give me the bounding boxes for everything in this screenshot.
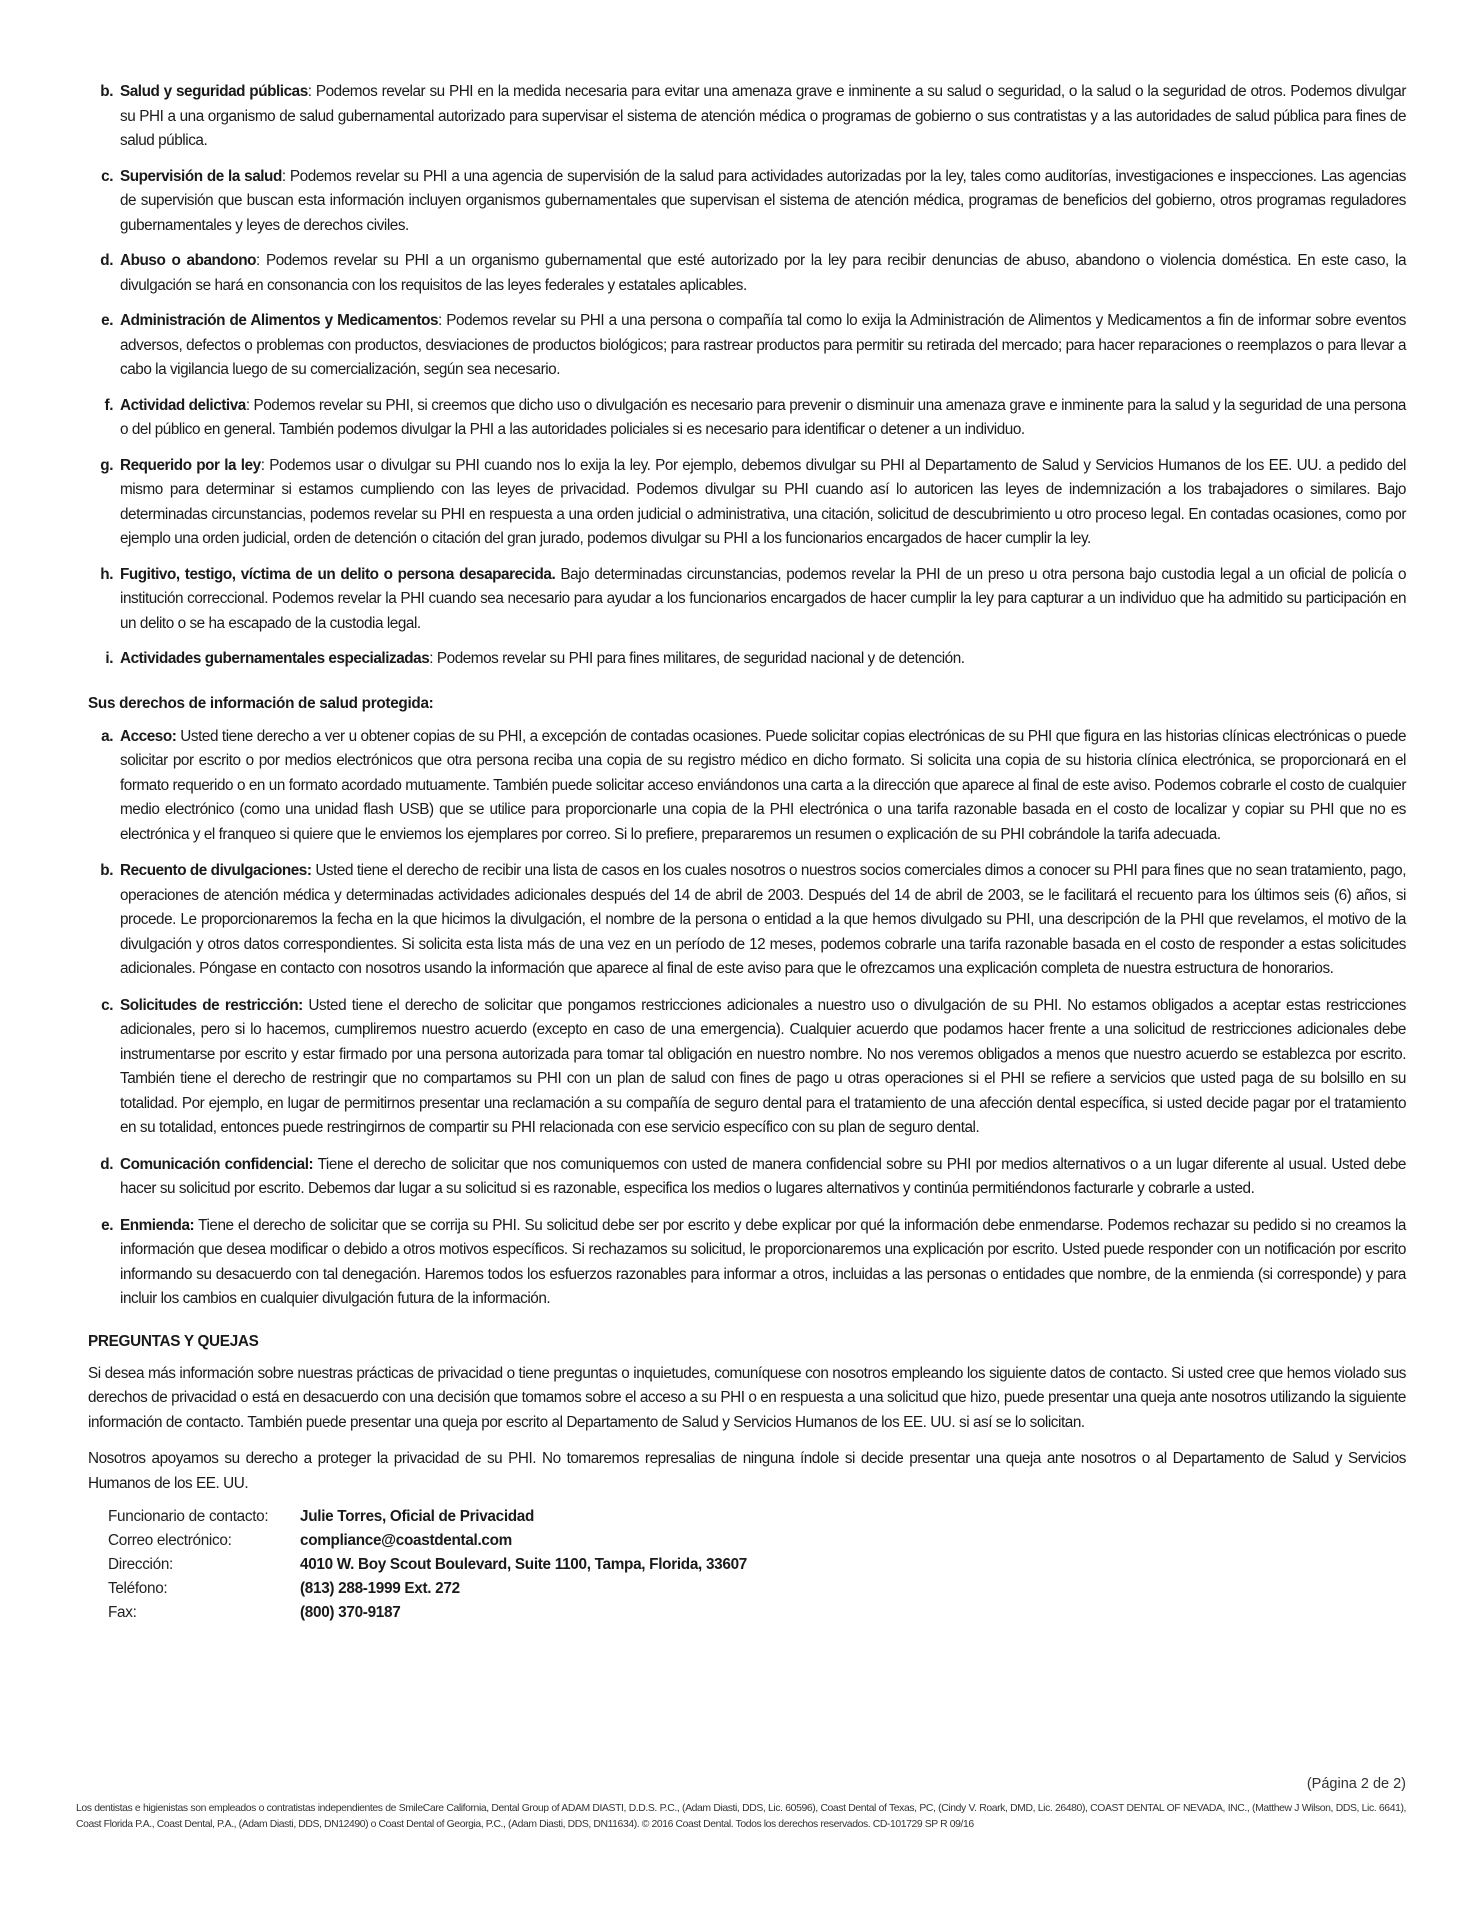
list-item xyxy=(88,1214,1406,1312)
contact-row xyxy=(108,1508,747,1532)
item-body xyxy=(120,859,1406,982)
item-marker: d. xyxy=(100,1155,113,1173)
item-marker: e. xyxy=(101,312,113,329)
item-text: Tiene el derecho de solicitar que se corrija su PHI. Su solicitud debe ser por escrito y debe explicar por qué la información debe enmendarse. Podemos rechazar su pedido si no creamos la información que desea modificar o debido a otros motivos específicos. Si rechazamos su solicitud, le proporcionaremos una explicación por escrito. Usted puede responder con un notificación por escrito informando su desacuerdo con tal denegación. Haremos todos los esfuerzos razonables para informar a otros, incluidas a las personas o entidades que nombre, de la enmienda (si corresponde) y para incluir los cambios en cualquier divulgación futura de la información. xyxy=(120,1216,1406,1307)
item-marker: e. xyxy=(101,1216,113,1234)
item-marker: g. xyxy=(100,456,113,474)
item-body xyxy=(120,1153,1406,1202)
legal-footer: Los dentistas e higienistas son empleados o contratistas independientes de SmileCare California, Dental Group of ADAM DIASTI, D.D.S. P.C., (Adam Diasti, DDS, Lic. 60596), Coast Dental of Texas, PC, (Cindy V. Roark, DMD, Lic. 26480), COAST DENTAL OF NEVADA, INC., (Matthew J Wilson, DDS, Lic. 6641), Coast Florida P.A., Coast Dental, P.A., (Adam Diasti, DDS, DN12490) o Coast Dental of Georgia, P.C., (Adam Diasti, DDS, DN11634). © 2016 Coast Dental. Todos los derechos reservados. CD-101729 SP R 09/16 xyxy=(76,1803,1406,1830)
item-title: Fugitivo, testigo, víctima de un delito o persona desaparecida. xyxy=(120,565,556,583)
list-item xyxy=(88,165,1406,239)
item-body xyxy=(120,165,1406,239)
item-text: : Podemos revelar su PHI a una agencia de supervisión de la salud para actividades autorizadas por la ley, tales como auditorías, investigaciones e inspecciones. Las agencias de supervisión que buscan esta información incluyen organismos gubernamentales que supervisan el sistema de atención médica, programas de beneficios del gobierno, otros programas reguladores gubernamentales y leyes de derechos civiles. xyxy=(120,167,1407,234)
list-item xyxy=(88,859,1406,982)
item-body xyxy=(120,309,1406,383)
uses-disclosures-list xyxy=(88,80,1406,672)
list-item xyxy=(88,1153,1406,1202)
contact-label: Funcionario de contacto: xyxy=(108,1508,269,1525)
list-item xyxy=(88,994,1406,1141)
item-text: : Podemos revelar su PHI a una persona o compañía tal como lo exija la Administración de Alimentos y Medicamentos a fin de informar sobre eventos adversos, defectos o problemas con productos, desviaciones de productos biológicos; para rastrear productos para permitir su retirada del mercado; para hacer reparaciones o reemplazos o para llevar a cabo la vigilancia luego de su comercialización, según sea necesario. xyxy=(120,312,1406,378)
item-marker: c. xyxy=(101,167,113,185)
item-title: Abuso o abandono xyxy=(120,252,256,269)
item-body xyxy=(120,394,1406,443)
contact-address: 4010 W. Boy Scout Boulevard, Suite 1100, Tampa, Florida, 33607 xyxy=(300,1556,747,1573)
item-body xyxy=(120,647,1406,672)
item-title: Salud y seguridad públicas xyxy=(120,83,308,100)
questions-heading: PREGUNTAS Y QUEJAS xyxy=(88,1332,259,1350)
item-title: Acceso: xyxy=(120,727,177,745)
item-title: Recuento de divulgaciones: xyxy=(120,862,312,879)
item-title: Supervisión de la salud xyxy=(120,167,282,185)
item-body xyxy=(120,1214,1406,1312)
list-item xyxy=(88,309,1406,383)
contact-label: Correo electrónico: xyxy=(108,1532,232,1549)
rights-list xyxy=(88,725,1406,1312)
contact-row xyxy=(108,1604,747,1628)
item-body xyxy=(120,994,1406,1141)
item-body xyxy=(120,80,1406,154)
contact-label: Dirección: xyxy=(108,1556,174,1573)
item-text: : Podemos revelar su PHI, si creemos que dicho uso o divulgación es necesario para prevenir o disminuir una amenaza grave e inminente para la salud y la seguridad de una persona o del público en general. También podemos divulgar la PHI a las autoridades policiales si es necesario para identificar o detener a un individuo. xyxy=(120,396,1406,438)
list-item xyxy=(88,249,1406,298)
item-body xyxy=(120,725,1406,848)
item-text: : Podemos usar o divulgar su PHI cuando nos lo exija la ley. Por ejemplo, debemos divulgar su PHI al Departamento de Salud y Servicios Humanos de los EE. UU. a pedido del mismo para determinar si estamos cumpliendo con las leyes de privacidad. Podemos divulgar su PHI cuando así lo autoricen las leyes de indemnización a los trabajadores o similares. Bajo determinadas circunstancias, podemos revelar su PHI en respuesta a una orden judicial o administrativa, una citación, solicitud de descubrimiento u otro proceso legal. En contadas ocasiones, como por ejemplo una orden judicial, orden de detención o citación del gran jurado, podemos divulgar su PHI a los funcionarios encargados de hacer cumplir la ley. xyxy=(120,456,1406,547)
item-marker: b. xyxy=(100,83,113,100)
contact-email: compliance@coastdental.com xyxy=(300,1532,512,1549)
item-marker: c. xyxy=(101,996,113,1014)
contact-table xyxy=(108,1508,747,1628)
item-title: Comunicación confidencial: xyxy=(120,1155,314,1173)
list-item xyxy=(88,80,1406,154)
contact-label: Fax: xyxy=(108,1604,137,1621)
contact-value: Julie Torres, Oficial de Privacidad xyxy=(300,1508,535,1525)
item-text: : Podemos revelar su PHI a un organismo gubernamental que esté autorizado por la ley para recibir denuncias de abuso, abandono o violencia doméstica. En este caso, la divulgación se hará en consonancia con los requisitos de las leyes federales y estatales aplicables. xyxy=(120,252,1406,294)
item-title: Requerido por la ley xyxy=(120,456,261,474)
list-item xyxy=(88,563,1406,637)
contact-fax: (800) 370-9187 xyxy=(300,1604,401,1621)
list-item xyxy=(88,394,1406,443)
page-number: (Página 2 de 2) xyxy=(1306,1776,1406,1792)
item-title: Administración de Alimentos y Medicamentos xyxy=(120,312,439,329)
item-marker: a. xyxy=(101,727,113,745)
item-title: Actividad delictiva xyxy=(120,396,246,414)
item-title: Enmienda: xyxy=(120,1216,195,1234)
item-body xyxy=(120,249,1406,298)
item-text: Tiene el derecho de solicitar que nos comuniquemos con usted de manera confidencial sobre su PHI por medios alternativos o a un lugar diferente al usual. Usted debe hacer su solicitud por escrito. Debemos dar lugar a su solicitud si es razonable, especifica los medios o lugares alternativos y continúa permitiéndonos facturarle y cobrarle a usted. xyxy=(120,1155,1406,1197)
contact-row xyxy=(108,1580,747,1604)
item-marker: d. xyxy=(100,252,113,269)
item-marker: f. xyxy=(104,396,113,414)
list-item xyxy=(88,725,1406,848)
item-text: Bajo determinadas circunstancias, podemos revelar la PHI de un preso u otra persona bajo custodia legal a un oficial de policía o institución correccional. Podemos revelar la PHI cuando sea necesario para ayudar a los funcionarios encargados de hacer cumplir la ley para capturar a un individuo que ha admitido su participación en un delito o se ha escapado de la custodia legal. xyxy=(120,565,1406,632)
document-page xyxy=(88,80,1406,1628)
item-title: Actividades gubernamentales especializadas xyxy=(120,650,430,667)
contact-label: Teléfono: xyxy=(108,1580,168,1597)
item-marker: h. xyxy=(100,565,113,583)
item-marker: i. xyxy=(105,650,113,667)
section-heading: Sus derechos de información de salud protegida: xyxy=(88,694,434,712)
item-text: Usted tiene el derecho de solicitar que pongamos restricciones adicionales a nuestro uso o divulgación de su PHI. No estamos obligados a aceptar estas restricciones adicionales, pero si lo hacemos, cumpliremos nuestro acuerdo (excepto en caso de una emergencia). Cualquier acuerdo que podamos hacer frente a una solicitud de restricciones adicionales debe instrumentarse por escrito y estar firmado por una persona autorizada para tomar tal obligación en nuestro nombre. No nos veremos obligados a menos que nuestro acuerdo se establezca por escrito. También tiene el derecho de restringir que no compartamos su PHI con un plan de salud con fines de pago u otras operaciones si el PHI se refiere a servicios que usted paga de su bolsillo en su totalidad. Por ejemplo, en lugar de permitirnos presentar una reclamación a su compañía de seguro dental para el tratamiento de una afección dental específica, si usted decide pagar por el tratamiento en su totalidad, entonces puede restringirnos de compartir su PHI relacionada con ese servicio específico con su plan de seguro dental. xyxy=(120,996,1406,1136)
contact-row xyxy=(108,1532,747,1556)
item-text: : Podemos revelar su PHI en la medida necesaria para evitar una amenaza grave e inminente a su salud o seguridad, o la salud o la seguridad de otros. Podemos divulgar su PHI a una organismo de salud gubernamental autorizado para supervisar el sistema de atención médica o programas de gobierno o sus contratistas y a las autoridades de salud pública para fines de salud pública. xyxy=(120,83,1406,149)
item-text: Usted tiene el derecho de recibir una lista de casos en los cuales nosotros o nuestros socios comerciales dimos a conocer su PHI para fines que no sean tratamiento, pago, operaciones de atención médica y determinadas actividades adicionales después del 14 de abril de 2003. Después del 14 de abril de 2003, se le facilitará el recuento para los últimos seis (6) años, si procede. Le proporcionaremos la fecha en la que hicimos la divulgación, el nombre de la persona o entidad a la que hemos divulgado su PHI, una descripción de la PHI que revelamos, el motivo de la divulgación y otros datos correspondientes. Si solicita esta lista más de una vez en un período de 12 meses, podemos cobrarle una tarifa razonable basada en el costo de responder a estas solicitudes adicionales. Póngase en contacto con nosotros usando la información que aparece al final de este aviso para que le ofrezcamos una explicación completa de nuestra estructura de honorarios. xyxy=(120,862,1407,977)
contact-row xyxy=(108,1556,747,1580)
questions-paragraph: Si desea más información sobre nuestras prácticas de privacidad o tiene preguntas o inquietudes, comuníquese con nosotros empleando los siguiente datos de contacto. Si usted cree que hemos violado sus derechos de privacidad o está en desacuerdo con una decisión que tomamos sobre el acceso a su PHI o en respuesta a una solicitud que hizo, puede presentar una queja ante nosotros utilizando la siguiente información de contacto. También puede presentar una queja por escrito al Departamento de Salud y Servicios Humanos de los EE. UU. si así se lo solicitan. xyxy=(88,1364,1406,1431)
contact-phone: (813) 288-1999 Ext. 272 xyxy=(300,1580,460,1597)
item-text: : Podemos revelar su PHI para fines militares, de seguridad nacional y de detención. xyxy=(429,650,965,667)
list-item xyxy=(88,647,1406,672)
item-marker: b. xyxy=(100,862,113,879)
list-item xyxy=(88,454,1406,552)
item-body xyxy=(120,454,1406,552)
item-body xyxy=(120,563,1406,637)
item-text: Usted tiene derecho a ver u obtener copias de su PHI, a excepción de contadas ocasiones. Puede solicitar copias electrónicas de su PHI que figura en las historias clínicas electrónicas o puede solicitar por escrito o por medios electrónicos que otra persona reciba una copia de su registro médico en dicho formato. Si solicita una copia de su historia clínica electrónica, se proporcionará en el formato requerido o en un formato acordado mutuamente. También puede solicitar acceso enviándonos una carta a la dirección que aparece al final de este aviso. Podemos cobrarle el costo de cualquier medio electrónico (como una unidad flash USB) que se utilice para proporcionarle una copia de la PHI electrónica o una tarifa razonable basada en el costo de localizar y copiar su PHI que no es electrónica y el franqueo si quiere que le enviemos los ejemplares por correo. Si lo prefiere, prepararemos un resumen o explicación de su PHI cobrándole la tarifa adecuada. xyxy=(120,727,1406,843)
item-title: Solicitudes de restricción: xyxy=(120,996,303,1014)
questions-paragraph: Nosotros apoyamos su derecho a proteger la privacidad de su PHI. No tomaremos represalias de ninguna índole si decide presentar una queja ante nosotros o al Departamento de Salud y Servicios Humanos de los EE. UU. xyxy=(88,1450,1406,1492)
